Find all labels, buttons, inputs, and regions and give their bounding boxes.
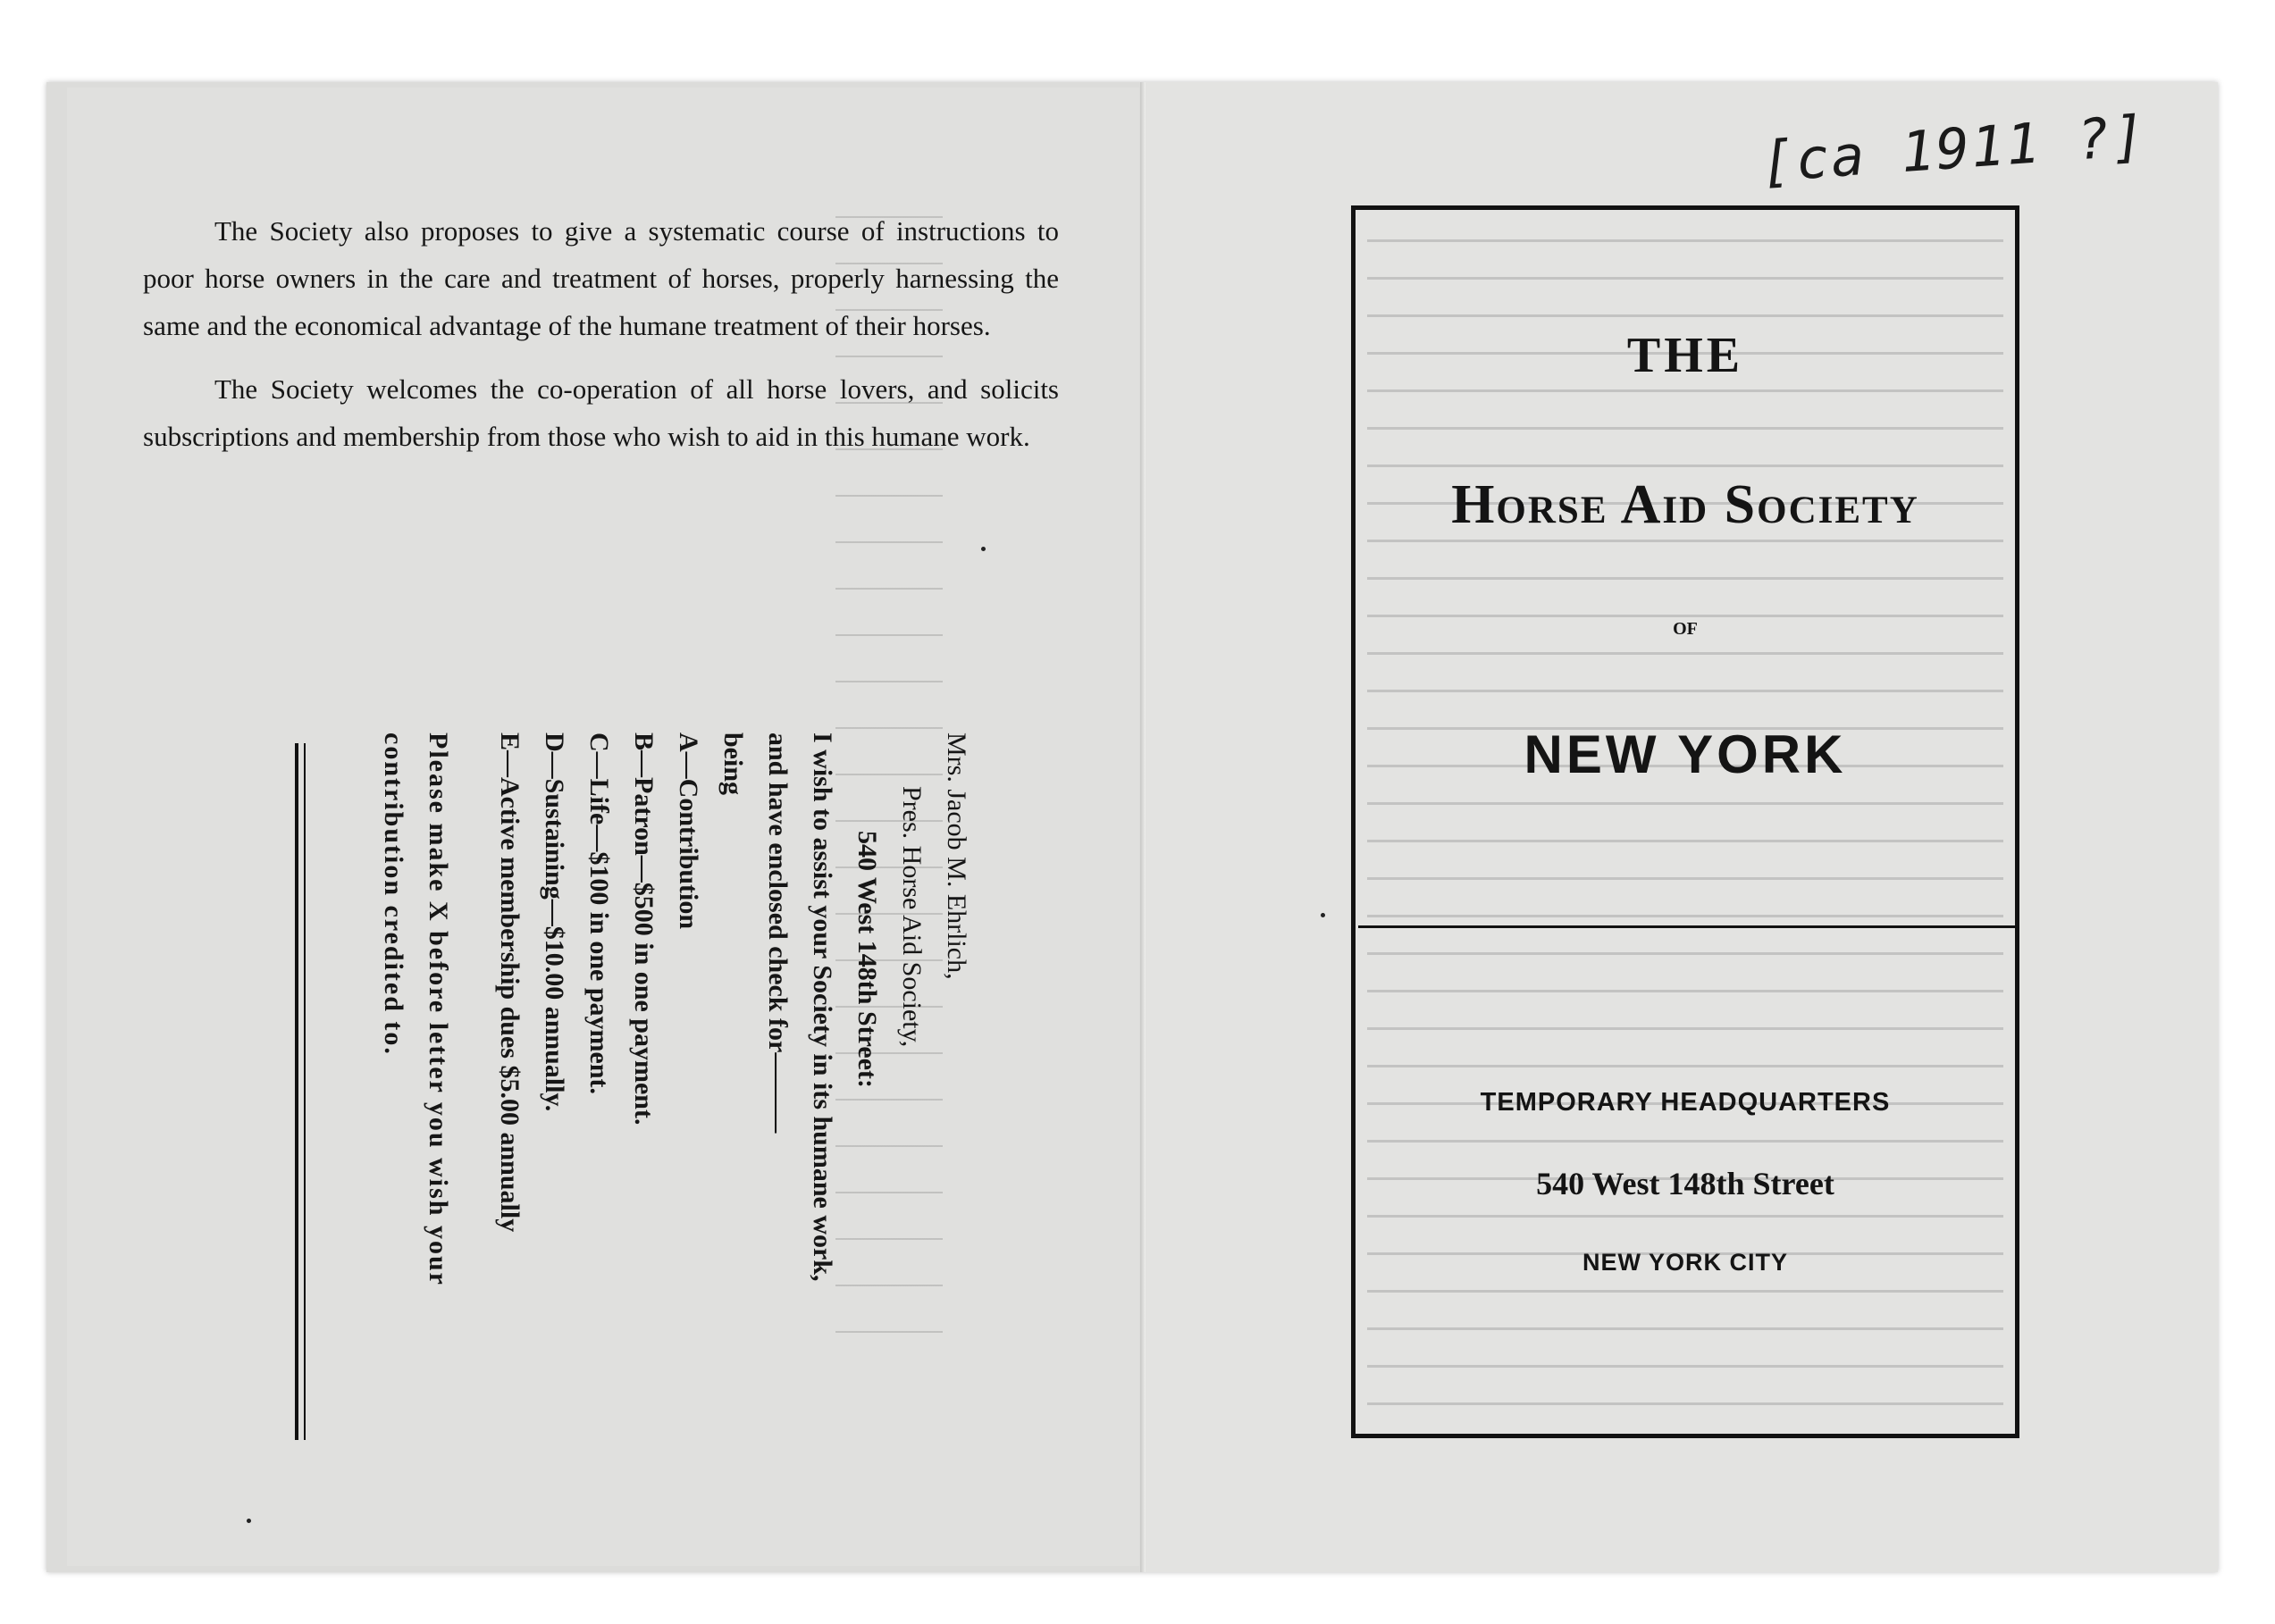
left-page-text <box>143 207 1059 476</box>
center-fold <box>1140 82 1146 1572</box>
cover-the: THE <box>1626 328 1744 383</box>
cover-headquarters-label: TEMPORARY HEADQUARTERS <box>1480 1088 1891 1117</box>
instruction-line-2: contribution credited to. <box>379 732 408 1056</box>
ink-speck <box>981 547 986 551</box>
statement-line-1: I wish to assist your Society in its humane work, <box>808 732 837 1282</box>
paragraph-welcome: The Society welcomes the co-operation of all horse lovers, and solicits subscriptions and membership from those who wish to aid in this humane work. <box>143 373 1059 452</box>
cover-rule <box>1358 925 2015 928</box>
handwritten-date: [ca 1911 ?] <box>1758 103 2149 195</box>
option-patron[interactable]: B—Patron—$500 in one payment. <box>629 732 659 1126</box>
recipient-address: 540 West 148th Street: <box>852 831 882 1089</box>
ink-speck <box>1321 913 1325 917</box>
instruction-line-1: Please make X before letter you wish your <box>424 732 453 1286</box>
cover-city: NEW YORK CITY <box>1582 1249 1788 1276</box>
spacer <box>460 732 487 1474</box>
paragraph-course: The Society also proposes to give a systematic course of instructions to poor horse owners in the care and treatment of horses, properly harnessing the same and the economical advantage of the humane treatment of their horses. <box>143 215 1059 341</box>
option-active-membership[interactable]: E—Active membership dues $5.00 annually <box>495 732 525 1233</box>
cover-city-title: NEW YORK <box>1524 724 1847 784</box>
form-border-thin <box>304 743 306 1440</box>
option-contribution[interactable]: A—Contribution <box>674 732 703 930</box>
cover-of: of <box>1673 613 1698 640</box>
cover-address: 540 West 148th Street <box>1536 1166 1834 1201</box>
statement-line-3: being <box>718 732 748 796</box>
cover-society-name: Horse Aid Society <box>1451 474 1919 535</box>
ink-speck <box>247 1519 251 1523</box>
option-sustaining[interactable]: D—Sustaining—$10.00 annually. <box>540 732 569 1112</box>
statement-line-2: and have enclosed check for——— <box>763 732 793 1134</box>
recipient-name: Mrs. Jacob M. Ehrlich, <box>942 732 971 980</box>
recipient-title: Pres. Horse Aid Society, <box>897 786 927 1048</box>
option-life[interactable]: C—Life—$100 in one payment. <box>584 732 614 1094</box>
form-border-thick <box>295 743 298 1440</box>
